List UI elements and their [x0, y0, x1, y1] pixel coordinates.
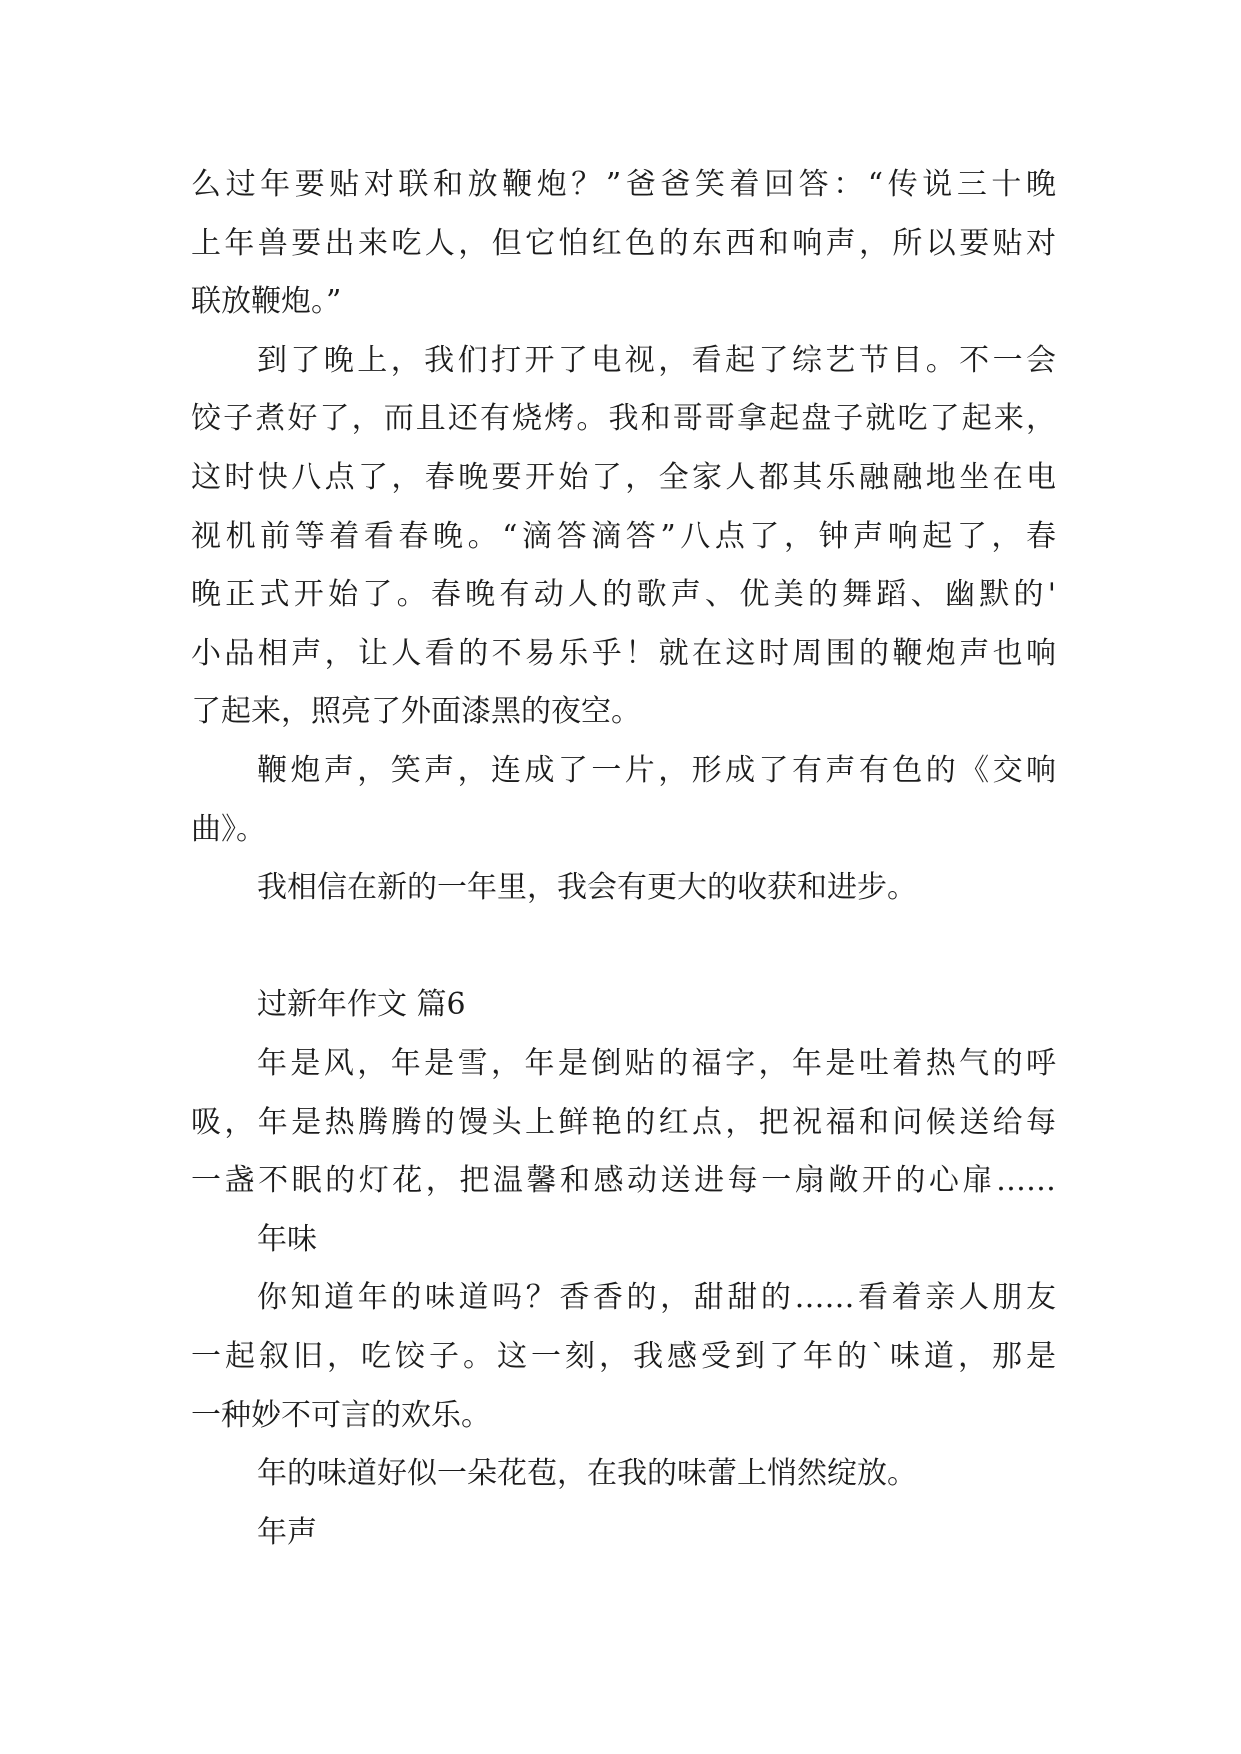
paragraph-line: 一盏不眠的灯花，把温馨和感动送进每一扇敞开的心扉……: [191, 1163, 1056, 1199]
section-subheading-text: 年味: [257, 1221, 317, 1257]
paragraph-line: 年是风，年是雪，年是倒贴的福字，年是吐着热气的呼: [257, 1046, 1056, 1081]
paragraph-line: 年的味道好似一朵花苞，在我的味蕾上悄然绽放。: [257, 1456, 917, 1492]
essay-heading-text: 过新年作文 篇6: [257, 987, 466, 1023]
section-subheading-text: 年声: [257, 1514, 317, 1550]
paragraph-line: 晚正式开始了。春晚有动人的歌声、优美的舞蹈、幽默的': [191, 577, 1056, 613]
paragraph-line: 小品相声，让人看的不易乐乎！就在这时周围的鞭炮声也响: [191, 635, 1056, 671]
paragraph-line: 我相信在新的一年里，我会有更大的收获和进步。: [257, 870, 917, 906]
paragraph-line: 一种妙不可言的欢乐。: [191, 1397, 491, 1433]
paragraph-line: 你知道年的味道吗？香香的，甜甜的……看着亲人朋友: [257, 1280, 1056, 1316]
paragraph-line: 联放鞭炮。”: [191, 284, 342, 320]
paragraph-line: 曲》。: [191, 811, 266, 847]
paragraph-line: 到了晚上，我们打开了电视，看起了综艺节目。不一会: [257, 342, 1056, 378]
paragraph-line: 视机前等着看春晚。“滴答滴答”八点了，钟声响起了，春: [191, 518, 1056, 554]
paragraph-line: 饺子煮好了，而且还有烧烤。我和哥哥拿起盘子就吃了起来，: [191, 401, 1056, 437]
paragraph-line: 了起来，照亮了外面漆黑的夜空。: [191, 694, 641, 730]
paragraph-line: 吸，年是热腾腾的馒头上鲜艳的红点，把祝福和问候送给每: [191, 1104, 1056, 1140]
paragraph-line: 上年兽要出来吃人，但它怕红色的东西和响声，所以要贴对: [191, 225, 1056, 261]
paragraph-line: 鞭炮声，笑声，连成了一片，形成了有声有色的《交响: [257, 753, 1056, 788]
paragraph-line: 一起叙旧，吃饺子。这一刻，我感受到了年的`味道，那是: [191, 1339, 1056, 1374]
paragraph-line: 这时快八点了，春晚要开始了，全家人都其乐融融地坐在电: [191, 460, 1056, 495]
paragraph-line: 么过年要贴对联和放鞭炮？”爸爸笑着回答：“传说三十晚: [191, 167, 1056, 202]
